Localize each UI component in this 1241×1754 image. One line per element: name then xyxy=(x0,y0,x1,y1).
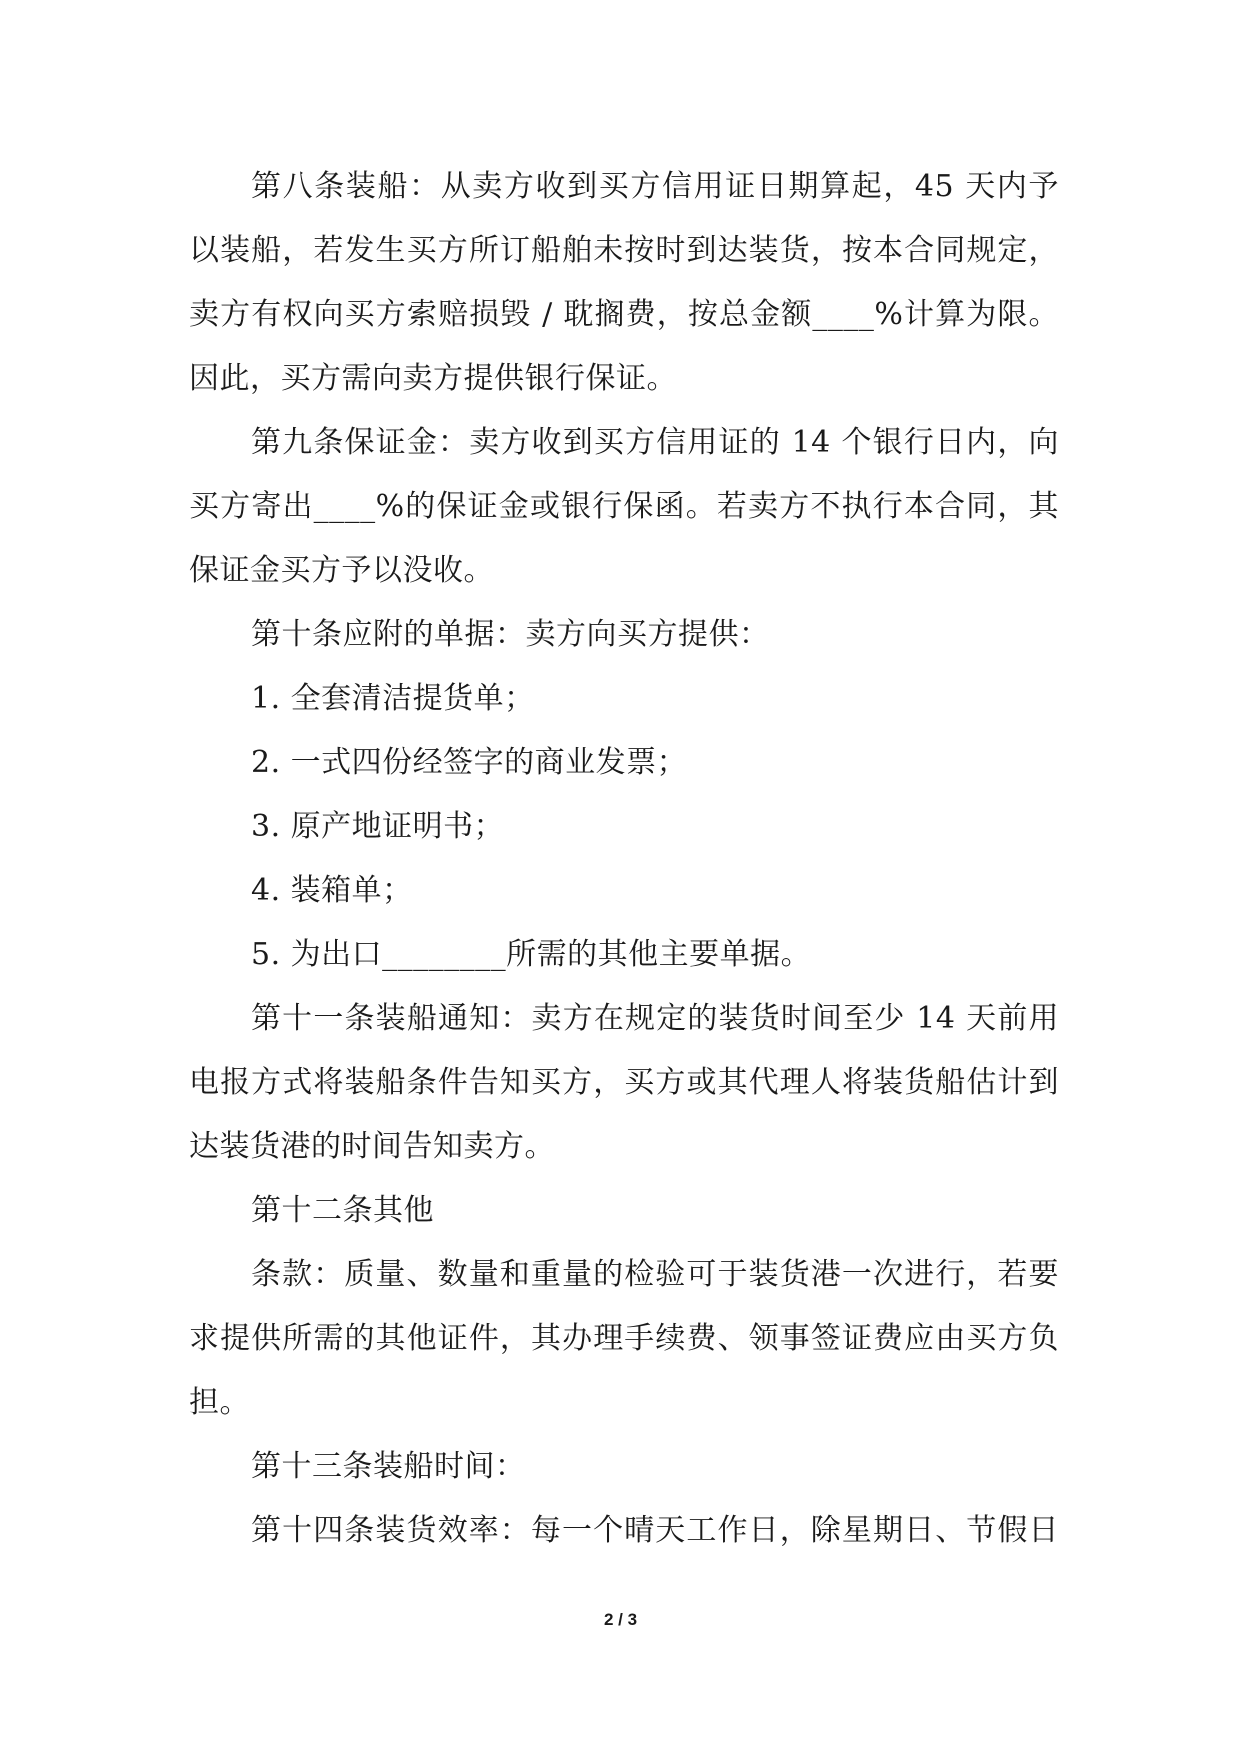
text-line: 卖方有权向买方索赔损毁 / 耽搁费，按总金额____%计算为限。 xyxy=(189,297,1059,332)
text-line: 4. 装箱单； xyxy=(251,873,413,908)
text-line: 第十二条其他 xyxy=(251,1193,434,1228)
page-number: 2 / 3 xyxy=(603,1610,638,1629)
text-line: 3. 原产地证明书； xyxy=(251,809,505,844)
text-line: 第十条应附的单据：卖方向买方提供： xyxy=(251,617,770,652)
text-line: 第八条装船：从卖方收到买方信用证日期算起，45 天内予 xyxy=(251,169,1059,204)
text-line: 第十四条装货效率：每一个晴天工作日，除星期日、节假日 xyxy=(251,1513,1059,1548)
text-line: 1. 全套清洁提货单； xyxy=(251,681,535,716)
text-line: 买方寄出____%的保证金或银行保函。若卖方不执行本合同，其 xyxy=(189,489,1059,524)
text-line: 第十三条装船时间： xyxy=(251,1449,526,1484)
text-line: 达装货港的时间告知卖方。 xyxy=(189,1129,555,1164)
text-line: 担。 xyxy=(189,1385,250,1420)
text-line: 2. 一式四份经签字的商业发票； xyxy=(251,745,688,780)
text-line: 条款：质量、数量和重量的检验可于装货港一次进行，若要 xyxy=(251,1257,1059,1292)
text-line: 以装船，若发生买方所订船舶未按时到达装货，按本合同规定， xyxy=(189,233,1059,268)
text-line: 第九条保证金：卖方收到买方信用证的 14 个银行日内，向 xyxy=(251,425,1059,460)
text-line: 电报方式将装船条件告知买方，买方或其代理人将装货船估计到 xyxy=(189,1065,1059,1100)
text-line: 第十一条装船通知：卖方在规定的装货时间至少 14 天前用 xyxy=(251,1001,1059,1036)
text-line: 5. 为出口________所需的其他主要单据。 xyxy=(251,937,812,972)
text-line: 求提供所需的其他证件，其办理手续费、领事签证费应由买方负 xyxy=(189,1321,1059,1356)
document-body xyxy=(189,155,1059,1563)
text-line: 因此，买方需向卖方提供银行保证。 xyxy=(189,361,677,396)
text-line: 保证金买方予以没收。 xyxy=(189,553,494,588)
